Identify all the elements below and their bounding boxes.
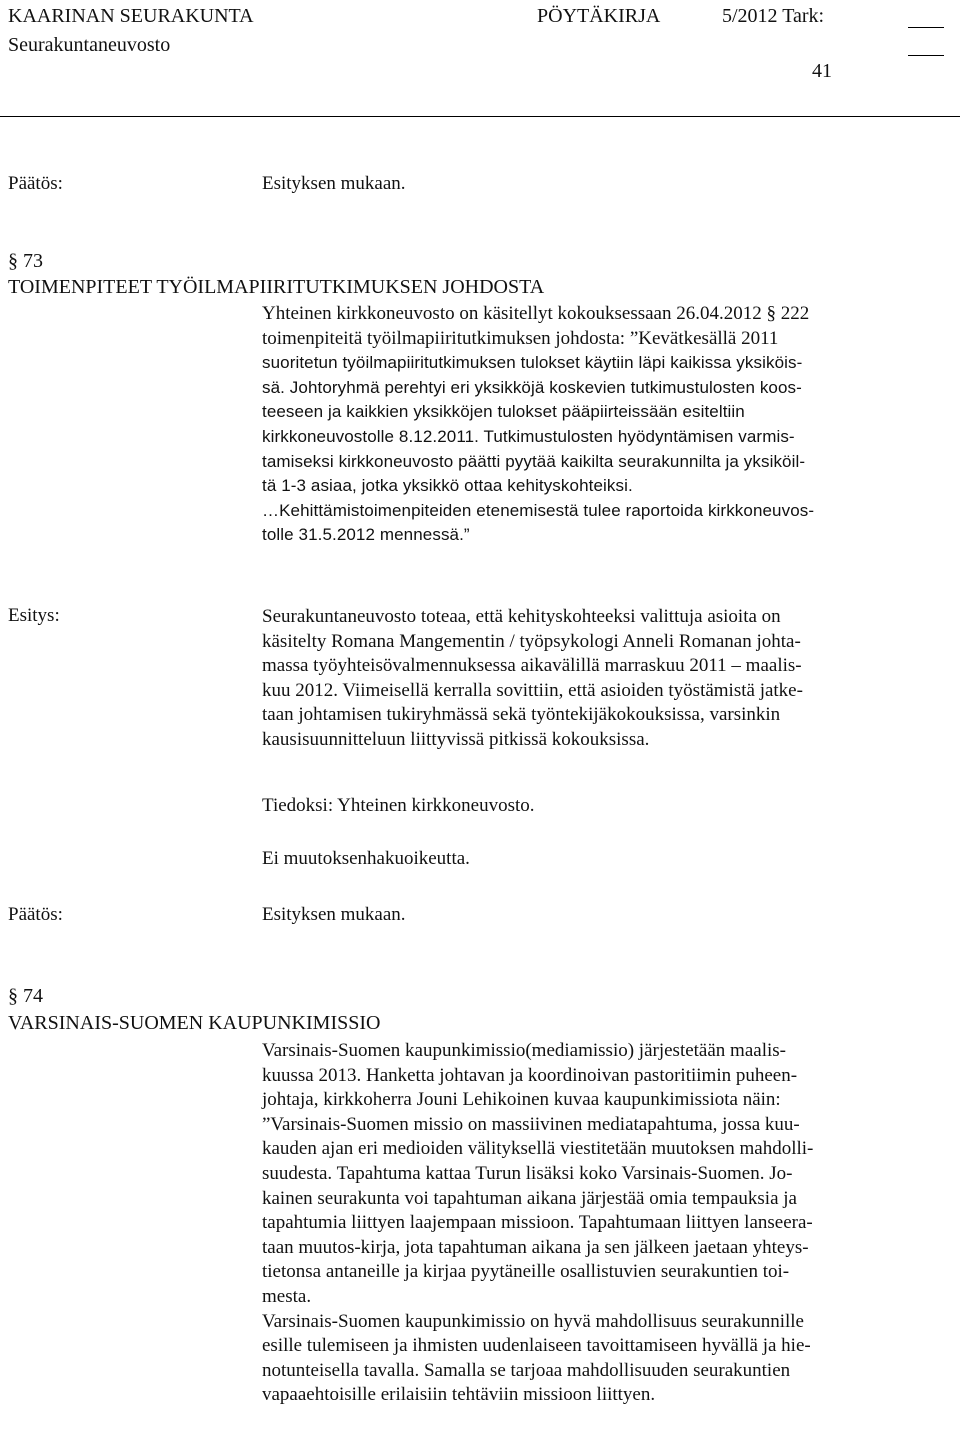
section-number: 74 [23,985,43,1007]
appeal-line: Ei muutoksenhakuoikeutta. [262,848,470,869]
decision-text: Esityksen mukaan. [262,904,406,925]
decision-label: Päätös: [8,173,63,194]
proposal-text [262,605,952,753]
text-line: vapaaehtoisille erilaisiin tehtäviin missioon liittyen. [262,1384,656,1406]
text-line: tapahtumia liittyen laajempaan missioon. Tapahtumaan liittyen lanseera- [262,1212,813,1234]
section-74-heading [8,985,43,1008]
text-line: tietonsa antaneille ja kirjaa pyytäneille osallistuvien seurakuntien toi- [262,1261,790,1283]
section-74-title: VARSINAIS-SUOMEN KAUPUNKIMISSIO [8,1012,381,1034]
header-doc-type: PÖYTÄKIRJA [537,5,661,27]
header-body: Seurakuntaneuvosto [8,34,171,56]
section-74-text [262,1039,952,1408]
text-line: kuussa 2013. Hanketta johtavan ja koordinoivan pastoritiimin puheen- [262,1064,798,1086]
header-divider [0,116,960,117]
text-line: …Kehittämistoimenpiteiden etenemisestä tulee raportoida kirkkoneuvos- [262,500,815,520]
text-line: Varsinais-Suomen kaupunkimissio on hyvä mahdollisuus seurakunnille [262,1310,804,1332]
text-line: toimenpiteitä työilmapiiritutkimuksen johdosta: ”Kevätkesällä 2011 [262,327,779,349]
text-line: kuu 2012. Viimeisellä kerralla sovittiin, että asioiden työstämistä jatke- [262,679,803,701]
text-line: mesta. [262,1285,312,1307]
text-line: Seurakuntaneuvosto toteaa, että kehityskohteeksi valittuja asioita on [262,606,781,627]
header-org: KAARINAN SEURAKUNTA [8,5,254,27]
text-line: kauden ajan eri medioiden välityksellä viestitetään muutoksen mahdolli- [262,1138,814,1160]
checker-blank-2 [908,55,944,56]
header-number: 5/2012 Tark: [722,5,825,27]
text-line: suoritetun työilmapiiritutkimuksen tulokset käytiin läpi kaikissa yksiköis- [262,353,803,373]
text-line: notunteisella tavalla. Samalla se tarjoaa mahdollisuuden seurakuntien [262,1359,791,1381]
text-line: Varsinais-Suomen kaupunkimissio(mediamissio) järjestetään maalis- [262,1040,786,1061]
page-number: 41 [812,60,832,82]
section-symbol: § [8,985,18,1007]
text-line: taan johtamisen tukiryhmässä sekä työntekijäkokouksissa, varsinkin [262,704,781,726]
text-line: massa työyhteisövalmennuksessa aikavälillä marraskuu 2011 – maalis- [262,655,802,677]
decision-text: Esityksen mukaan. [262,173,406,194]
text-line: ”Varsinais-Suomen missio on massiivinen mediatapahtuma, jossa kuu- [262,1113,800,1135]
text-line: kausisuunnitteluun liittyvissä pitkissä kokouksissa. [262,728,650,750]
text-line: esille tulemiseen ja ihmisten uudenlaiseen tavoittamiseen hyvällä ja hie- [262,1335,811,1357]
text-line: johtaja, kirkkoherra Jouni Lehikoinen kuvaa kaupunkimissiota näin: [262,1089,781,1111]
info-line: Tiedoksi: Yhteinen kirkkoneuvosto. [262,795,535,816]
text-line: kirkkoneuvostolle 8.12.2011. Tutkimustulosten hyödyntämisen varmis- [262,426,795,446]
text-line: suudesta. Tapahtuma kattaa Turun lisäksi koko Varsinais-Suomen. Jo- [262,1162,793,1184]
section-73-title: TOIMENPITEET TYÖILMAPIIRITUTKIMUKSEN JOHDOSTA [8,276,545,298]
section-73-heading [8,250,43,273]
text-line: teeseen ja kaikkien yksikköjen tulokset pääpiirteissään esiteltiin [262,402,745,422]
section-73-quote [262,302,952,548]
decision-label: Päätös: [8,904,63,925]
text-line: taan muutos-kirja, jota tapahtuman aikana ja sen jälkeen jaetaan yhteys- [262,1236,809,1258]
checker-blank-1 [908,27,944,28]
text-line: kainen seurakunta voi tapahtuman aikana järjestää omia tempauksia ja [262,1187,797,1209]
text-line: tamiseksi kirkkoneuvosto päätti pyytää kaikilta seurakunnilta ja yksiköil- [262,451,806,471]
text-line: tä 1-3 asiaa, jotka yksikkö ottaa kehityskohteiksi. [262,476,633,496]
proposal-label: Esitys: [8,605,60,626]
section-symbol: § [8,250,18,272]
text-line: tolle 31.5.2012 mennessä.” [262,525,470,545]
text-line: sä. Johtoryhmä perehtyi eri yksikköjä koskevien tutkimustulosten koos- [262,377,802,397]
text-line: käsitelty Romana Mangementin / työpsykologi Anneli Romanan johta- [262,630,801,652]
section-number: 73 [23,250,43,272]
text-line: Yhteinen kirkkoneuvosto on käsitellyt kokouksessaan 26.04.2012 § 222 [262,303,810,324]
